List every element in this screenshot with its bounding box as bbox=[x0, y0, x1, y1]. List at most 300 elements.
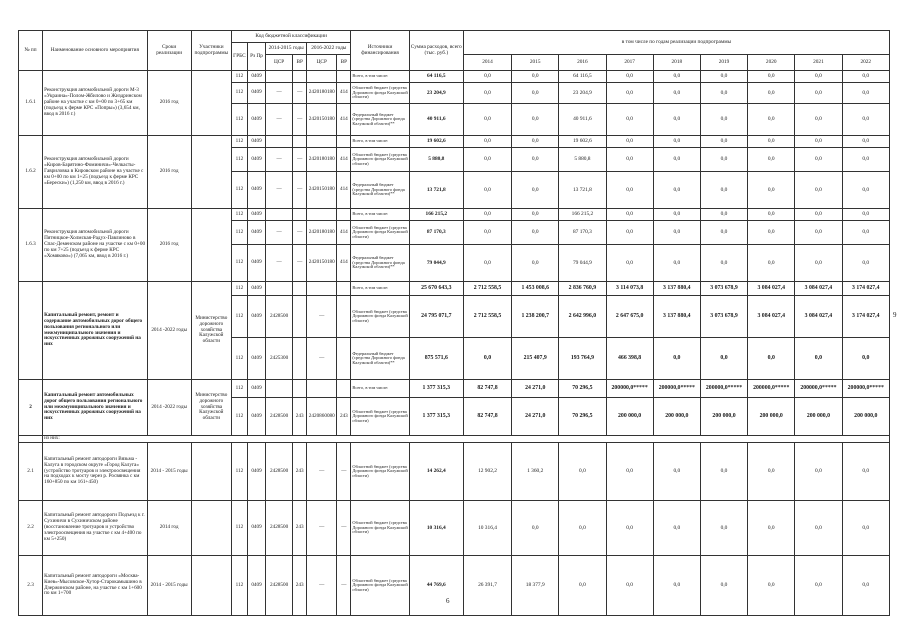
year-value: 0,0 bbox=[700, 71, 747, 83]
header-year: 2016 bbox=[559, 55, 606, 71]
year-value: 3 174 027,4 bbox=[842, 296, 889, 338]
year-value: 0,0 bbox=[748, 172, 795, 209]
year-value: 0,0 bbox=[748, 209, 795, 221]
year-value: 0,0 bbox=[842, 221, 889, 245]
csr-2016-2022: 2420150180 bbox=[307, 172, 337, 209]
total-sum: 25 670 643,3 bbox=[409, 282, 463, 296]
year-value: 0,0 bbox=[463, 104, 511, 136]
csr-2016-2022 bbox=[307, 209, 337, 221]
year-value: 0,0 bbox=[795, 136, 842, 148]
participants bbox=[191, 209, 231, 282]
year-value: 0,0 bbox=[512, 221, 559, 245]
header-vr: ВР bbox=[337, 55, 351, 71]
year-value: 87 170,3 bbox=[559, 221, 606, 245]
table-row bbox=[19, 209, 890, 221]
total-sum: 40 911,6 bbox=[409, 104, 463, 136]
csr-2016-2022: — bbox=[307, 338, 337, 380]
csr-2014-2015: 2428500 bbox=[266, 443, 293, 501]
grbs-code: 112 bbox=[231, 172, 247, 209]
total-sum: 24 795 071,7 bbox=[409, 296, 463, 338]
incl-label: из них: bbox=[43, 436, 890, 443]
year-value: 0,0 bbox=[512, 148, 559, 172]
year-value: 1 360,2 bbox=[512, 443, 559, 501]
header-2016-2022: 2016-2022 годы bbox=[307, 43, 351, 55]
year-value: 3 084 027,4 bbox=[748, 296, 795, 338]
year-value: 0,0 bbox=[463, 338, 511, 380]
year-value: 3 114 073,8 bbox=[606, 282, 653, 296]
rzpr-code: 0409 bbox=[247, 136, 265, 148]
header-num: № пп bbox=[19, 31, 43, 71]
year-value: 0,0 bbox=[748, 148, 795, 172]
total-sum: 19 602,6 bbox=[409, 136, 463, 148]
year-value: 3 084 027,4 bbox=[748, 282, 795, 296]
year-value: 200000,0***** bbox=[700, 380, 747, 398]
vr-2016-2022 bbox=[337, 209, 351, 221]
csr-2014-2015 bbox=[266, 282, 293, 296]
vr-2016-2022: 414 bbox=[337, 83, 351, 104]
year-value: 3 137 880,4 bbox=[653, 282, 700, 296]
total-sum: 10 316,4 bbox=[409, 501, 463, 556]
funding-source: Всего, в том числе: bbox=[351, 71, 409, 83]
row-number: 2 bbox=[19, 380, 43, 436]
table-row bbox=[19, 436, 890, 443]
csr-2014-2015: — bbox=[266, 221, 293, 245]
year-value: 215 407,9 bbox=[512, 338, 559, 380]
grbs-code: 112 bbox=[231, 83, 247, 104]
grbs-code: 112 bbox=[231, 245, 247, 282]
realization-term: 2014 -2022 годы bbox=[147, 282, 191, 380]
year-value: 2 836 760,9 bbox=[559, 282, 606, 296]
year-value: 24 271,0 bbox=[512, 380, 559, 398]
vr-2014-2015: 243 bbox=[293, 556, 307, 616]
vr-2016-2022 bbox=[337, 136, 351, 148]
year-value: 1 453 008,6 bbox=[512, 282, 559, 296]
rzpr-code: 0409 bbox=[247, 282, 265, 296]
year-value: 0,0 bbox=[700, 245, 747, 282]
csr-2016-2022 bbox=[307, 282, 337, 296]
realization-term: 2014 -2022 годы bbox=[147, 380, 191, 436]
year-value: 0,0 bbox=[653, 443, 700, 501]
year-value: 0,0 bbox=[606, 71, 653, 83]
rzpr-code: 0409 bbox=[247, 296, 265, 338]
vr-2016-2022: 243 bbox=[337, 398, 351, 436]
measure-name: Капитальный ремонт, ремонт и содержание автомобильных дорог общего пользования регионального или межмуниципального значения и искусственных дорожных сооружений на них bbox=[43, 282, 147, 380]
csr-2016-2022 bbox=[307, 380, 337, 398]
header-csr: ЦСР bbox=[307, 55, 337, 71]
header-year: 2017 bbox=[606, 55, 653, 71]
table-row bbox=[19, 556, 890, 616]
year-value: 0,0 bbox=[795, 83, 842, 104]
row-number: 2.3 bbox=[19, 556, 43, 616]
vr-2014-2015 bbox=[293, 338, 307, 380]
year-value: 2 712 558,5 bbox=[463, 296, 511, 338]
vr-2014-2015 bbox=[293, 282, 307, 296]
funding-source: Областной бюджет (средства Дорожного фонда Калужской области) bbox=[351, 296, 409, 338]
year-value: 82 747,8 bbox=[463, 398, 511, 436]
participants bbox=[191, 136, 231, 209]
header-grbs: ГРБС bbox=[231, 43, 247, 71]
year-value: 40 911,6 bbox=[559, 104, 606, 136]
year-value: 64 116,5 bbox=[559, 71, 606, 83]
year-value: 0,0 bbox=[795, 443, 842, 501]
year-value: 466 398,8 bbox=[606, 338, 653, 380]
rzpr-code: 0409 bbox=[247, 443, 265, 501]
year-value: 70 296,5 bbox=[559, 380, 606, 398]
year-value: 0,0 bbox=[606, 83, 653, 104]
rzpr-code: 0409 bbox=[247, 209, 265, 221]
year-value: 0,0 bbox=[606, 104, 653, 136]
year-value: 0,0 bbox=[748, 556, 795, 616]
csr-2014-2015: — bbox=[266, 245, 293, 282]
funding-source: Областной бюджет (средства Дорожного фонда Калужской области) bbox=[351, 556, 409, 616]
year-value: 200 000,0 bbox=[748, 398, 795, 436]
vr-2016-2022: 414 bbox=[337, 104, 351, 136]
funding-source: Федеральный бюджет (средства Дорожного фонда Калужской области)** bbox=[351, 245, 409, 282]
year-value: 26 391,7 bbox=[463, 556, 511, 616]
table-row bbox=[19, 71, 890, 83]
header-year: 2020 bbox=[748, 55, 795, 71]
year-value: 3 073 678,9 bbox=[700, 282, 747, 296]
year-value: 0,0 bbox=[700, 556, 747, 616]
vr-2016-2022: — bbox=[337, 443, 351, 501]
vr-2014-2015: — bbox=[293, 104, 307, 136]
rzpr-code: 0409 bbox=[247, 221, 265, 245]
year-value: 0,0 bbox=[795, 245, 842, 282]
year-value: 0,0 bbox=[512, 245, 559, 282]
header-row bbox=[19, 31, 890, 43]
vr-2014-2015: — bbox=[293, 148, 307, 172]
year-value: 0,0 bbox=[842, 556, 889, 616]
table-row bbox=[19, 282, 890, 296]
header-year: 2021 bbox=[795, 55, 842, 71]
participants bbox=[191, 556, 231, 616]
year-value: 0,0 bbox=[748, 443, 795, 501]
header-year: 2014 bbox=[463, 55, 511, 71]
vr-2016-2022: 414 bbox=[337, 221, 351, 245]
measure-name: Капитальный ремонт автомобильных дорог общего пользования регионального или межмуниципального значения и искусственных дорожных сооружений на них bbox=[43, 380, 147, 436]
rzpr-code: 0409 bbox=[247, 380, 265, 398]
row-number bbox=[19, 282, 43, 380]
grbs-code: 112 bbox=[231, 221, 247, 245]
year-value: 18 377,9 bbox=[512, 556, 559, 616]
year-value: 12 902,2 bbox=[463, 443, 511, 501]
year-value: 0,0 bbox=[463, 148, 511, 172]
year-value: 0,0 bbox=[700, 443, 747, 501]
csr-2014-2015: — bbox=[266, 172, 293, 209]
year-value: 0,0 bbox=[795, 209, 842, 221]
grbs-code: 112 bbox=[231, 148, 247, 172]
vr-2016-2022 bbox=[337, 380, 351, 398]
grbs-code: 112 bbox=[231, 443, 247, 501]
measure-name: Реконструкция автомобильной дороги Пятницкое-Холмская-Радух-Павлиново в Спас-Деменском районе на участке с км 0+00 по км 7+25 (подъезд к ферме КРС «Хомяково») (7,065 км, ввод в 2016 г.) bbox=[43, 209, 147, 282]
year-value: 0,0 bbox=[795, 501, 842, 556]
vr-2016-2022 bbox=[337, 71, 351, 83]
rzpr-code: 0409 bbox=[247, 501, 265, 556]
year-value: 0,0 bbox=[842, 148, 889, 172]
year-value: 3 137 880,4 bbox=[653, 296, 700, 338]
vr-2014-2015: — bbox=[293, 221, 307, 245]
year-value: 0,0 bbox=[463, 221, 511, 245]
measure-name: Реконструкция автомобильной дороги «Киров-Барятино-Фоминичи»-Челкасты-Гавриловка в Кировском районе на участке с км 0+00 по км 1+25 (подъезд к ферме КРС «Берески») (1,250 км, ввод в 2016 г.) bbox=[43, 136, 147, 209]
year-value: 0,0 bbox=[842, 245, 889, 282]
year-value: 1 238 200,7 bbox=[512, 296, 559, 338]
funding-source: Всего, в том числе: bbox=[351, 380, 409, 398]
csr-2016-2022 bbox=[307, 136, 337, 148]
total-sum: 5 880,8 bbox=[409, 148, 463, 172]
csr-2016-2022: — bbox=[307, 501, 337, 556]
year-value: 0,0 bbox=[700, 209, 747, 221]
csr-2014-2015: 2428500 bbox=[266, 296, 293, 338]
year-value: 166 215,2 bbox=[559, 209, 606, 221]
year-value: 10 316,4 bbox=[463, 501, 511, 556]
year-value: 0,0 bbox=[842, 136, 889, 148]
year-value: 0,0 bbox=[653, 338, 700, 380]
vr-2016-2022: 414 bbox=[337, 172, 351, 209]
header-participants: Участники подпрограммы bbox=[191, 31, 231, 71]
year-value: 200000,0***** bbox=[795, 380, 842, 398]
row-number: 1.6.1 bbox=[19, 71, 43, 136]
csr-2014-2015: 2425300 bbox=[266, 338, 293, 380]
table-row bbox=[19, 443, 890, 501]
csr-2014-2015 bbox=[266, 209, 293, 221]
grbs-code: 112 bbox=[231, 501, 247, 556]
vr-2016-2022 bbox=[337, 282, 351, 296]
year-value: 0,0 bbox=[842, 71, 889, 83]
realization-term: 2014 - 2015 годы bbox=[147, 556, 191, 616]
csr-2016-2022: 2420860080 bbox=[307, 398, 337, 436]
funding-source: Областной бюджет (средства Дорожного фонда Калужской области) bbox=[351, 398, 409, 436]
vr-2014-2015: 243 bbox=[293, 398, 307, 436]
rzpr-code: 0409 bbox=[247, 172, 265, 209]
table-row bbox=[19, 136, 890, 148]
year-value: 0,0 bbox=[748, 104, 795, 136]
year-value: 0,0 bbox=[653, 209, 700, 221]
participants bbox=[191, 71, 231, 136]
year-value: 2 642 996,0 bbox=[559, 296, 606, 338]
year-value: 0,0 bbox=[748, 245, 795, 282]
year-value: 0,0 bbox=[653, 172, 700, 209]
year-value: 200 000,0 bbox=[606, 398, 653, 436]
year-value: 0,0 bbox=[512, 71, 559, 83]
rzpr-code: 0409 bbox=[247, 104, 265, 136]
year-value: 200000,0***** bbox=[842, 380, 889, 398]
year-value: 0,0 bbox=[748, 83, 795, 104]
csr-2016-2022: — bbox=[307, 556, 337, 616]
year-value: 0,0 bbox=[748, 136, 795, 148]
grbs-code: 112 bbox=[231, 71, 247, 83]
year-value: 0,0 bbox=[512, 501, 559, 556]
rzpr-code: 0409 bbox=[247, 556, 265, 616]
budget-table bbox=[18, 30, 890, 616]
csr-2016-2022: 2420180180 bbox=[307, 83, 337, 104]
year-value: 0,0 bbox=[748, 221, 795, 245]
year-value: 0,0 bbox=[700, 338, 747, 380]
year-value: 0,0 bbox=[463, 172, 511, 209]
vr-2014-2015 bbox=[293, 136, 307, 148]
vr-2016-2022: 414 bbox=[337, 245, 351, 282]
header-2014-2015: 2014-2015 годы bbox=[266, 43, 307, 55]
total-sum: 14 262,4 bbox=[409, 443, 463, 501]
rzpr-code: 0409 bbox=[247, 245, 265, 282]
year-value: 0,0 bbox=[795, 338, 842, 380]
header-rzpr: Рз Пр bbox=[247, 43, 265, 71]
vr-2016-2022: — bbox=[337, 556, 351, 616]
row-number: 1.6.2 bbox=[19, 136, 43, 209]
year-value: 3 073 678,9 bbox=[700, 296, 747, 338]
total-sum: 44 769,6 bbox=[409, 556, 463, 616]
year-value: 0,0 bbox=[700, 148, 747, 172]
rzpr-code: 0409 bbox=[247, 148, 265, 172]
header-sources: Источники финансирования bbox=[351, 31, 409, 71]
year-value: 0,0 bbox=[512, 104, 559, 136]
csr-2014-2015: — bbox=[266, 104, 293, 136]
year-value: 200 000,0 bbox=[700, 398, 747, 436]
budget-table-body bbox=[19, 31, 890, 616]
header-years-caption: в том числе по годам реализации подпрограммы bbox=[463, 31, 889, 55]
year-value: 200 000,0 bbox=[653, 398, 700, 436]
header-term: Сроки реализации bbox=[147, 31, 191, 71]
year-value: 0,0 bbox=[463, 245, 511, 282]
year-value: 23 204,9 bbox=[559, 83, 606, 104]
year-value: 0,0 bbox=[700, 83, 747, 104]
year-value: 200000,0***** bbox=[606, 380, 653, 398]
csr-2014-2015 bbox=[266, 71, 293, 83]
year-value: 2 647 675,0 bbox=[606, 296, 653, 338]
year-value: 0,0 bbox=[842, 443, 889, 501]
total-sum: 1 377 315,3 bbox=[409, 380, 463, 398]
table-cell bbox=[19, 436, 43, 443]
row-number: 2.1 bbox=[19, 443, 43, 501]
vr-2014-2015: — bbox=[293, 245, 307, 282]
funding-source: Всего, в том числе: bbox=[351, 136, 409, 148]
table-row bbox=[19, 501, 890, 556]
year-value: 0,0 bbox=[606, 136, 653, 148]
header-year: 2022 bbox=[842, 55, 889, 71]
realization-term: 2016 год bbox=[147, 71, 191, 136]
year-value: 0,0 bbox=[795, 71, 842, 83]
year-value: 0,0 bbox=[842, 209, 889, 221]
csr-2014-2015: 2428500 bbox=[266, 556, 293, 616]
grbs-code: 112 bbox=[231, 282, 247, 296]
year-value: 0,0 bbox=[512, 136, 559, 148]
total-sum: 1 377 315,3 bbox=[409, 398, 463, 436]
vr-2016-2022 bbox=[337, 296, 351, 338]
year-value: 0,0 bbox=[842, 172, 889, 209]
year-value: 13 721,8 bbox=[559, 172, 606, 209]
vr-2014-2015 bbox=[293, 380, 307, 398]
measure-name: Реконструкция автомобильной дороги М-3 «Украина»-Полом-Жбилово и Жиздринском районе на участке с км 0+00 по 3+65 км (подъезд к ферме КРС «Попры») (3,654 км, ввод в 2016 г.) bbox=[43, 71, 147, 136]
vr-2014-2015 bbox=[293, 209, 307, 221]
year-value: 0,0 bbox=[606, 443, 653, 501]
year-value: 79 044,9 bbox=[559, 245, 606, 282]
csr-2016-2022: — bbox=[307, 296, 337, 338]
year-value: 0,0 bbox=[653, 556, 700, 616]
year-value: 0,0 bbox=[842, 338, 889, 380]
header-year: 2018 bbox=[653, 55, 700, 71]
csr-2016-2022: — bbox=[307, 443, 337, 501]
funding-source: Областной бюджет (средства Дорожного фонда Калужской области) bbox=[351, 443, 409, 501]
year-value: 0,0 bbox=[748, 338, 795, 380]
year-value: 0,0 bbox=[463, 136, 511, 148]
year-value: 0,0 bbox=[606, 148, 653, 172]
year-value: 0,0 bbox=[653, 221, 700, 245]
csr-2016-2022: 2420180180 bbox=[307, 221, 337, 245]
row-number: 2.2 bbox=[19, 501, 43, 556]
funding-source: Областной бюджет (средства Дорожного фонда Калужской области) bbox=[351, 148, 409, 172]
year-value: 5 880,8 bbox=[559, 148, 606, 172]
year-value: 200 000,0 bbox=[795, 398, 842, 436]
rzpr-code: 0409 bbox=[247, 71, 265, 83]
total-sum: 79 044,9 bbox=[409, 245, 463, 282]
year-value: 0,0 bbox=[653, 501, 700, 556]
year-value: 70 296,5 bbox=[559, 398, 606, 436]
vr-2014-2015: — bbox=[293, 172, 307, 209]
header-csr: ЦСР bbox=[266, 55, 293, 71]
header-sum: Сумма расходов, всего (тыс. руб.) bbox=[409, 31, 463, 71]
year-value: 0,0 bbox=[795, 172, 842, 209]
year-value: 0,0 bbox=[842, 501, 889, 556]
page-number: 6 bbox=[446, 597, 450, 605]
header-year: 2019 bbox=[700, 55, 747, 71]
funding-source: Областной бюджет (средства Дорожного фонда Калужской области) bbox=[351, 83, 409, 104]
csr-2016-2022: 2420150180 bbox=[307, 104, 337, 136]
year-value: 3 084 027,4 bbox=[795, 282, 842, 296]
year-value: 0,0 bbox=[700, 104, 747, 136]
year-value: 0,0 bbox=[653, 83, 700, 104]
vr-2014-2015: — bbox=[293, 83, 307, 104]
csr-2014-2015 bbox=[266, 136, 293, 148]
grbs-code: 112 bbox=[231, 296, 247, 338]
measure-name: Капитальный ремонт автодороги «Москва-Киев»-Мысовское-Хутор-Старокамышино в Дзержинском районе, на участке с км 1+600 по км 1+700 bbox=[43, 556, 147, 616]
participants: Министерство дорожного хозяйства Калужской области bbox=[191, 282, 231, 380]
csr-2014-2015 bbox=[266, 380, 293, 398]
header-year: 2015 bbox=[512, 55, 559, 71]
total-sum: 875 571,6 bbox=[409, 338, 463, 380]
funding-source: Федеральный бюджет (средства Дорожного фонда Калужской области)** bbox=[351, 338, 409, 380]
year-value: 0,0 bbox=[795, 221, 842, 245]
csr-2014-2015: 2428500 bbox=[266, 501, 293, 556]
rzpr-code: 0409 bbox=[247, 338, 265, 380]
funding-source: Федеральный бюджет (средства Дорожного фонда Калужской области)** bbox=[351, 104, 409, 136]
margin-mark: 9 bbox=[893, 311, 897, 319]
csr-2014-2015: — bbox=[266, 83, 293, 104]
funding-source: Федеральный бюджет (средства Дорожного фонда Калужской области)** bbox=[351, 172, 409, 209]
rzpr-code: 0409 bbox=[247, 398, 265, 436]
header-name: Наименование основного мероприятия bbox=[43, 31, 147, 71]
realization-term: 2014 - 2015 годы bbox=[147, 443, 191, 501]
year-value: 0,0 bbox=[842, 83, 889, 104]
year-value: 0,0 bbox=[606, 501, 653, 556]
year-value: 2 712 558,5 bbox=[463, 282, 511, 296]
grbs-code: 112 bbox=[231, 338, 247, 380]
year-value: 0,0 bbox=[700, 501, 747, 556]
total-sum: 23 204,9 bbox=[409, 83, 463, 104]
grbs-code: 112 bbox=[231, 380, 247, 398]
csr-2016-2022 bbox=[307, 71, 337, 83]
year-value: 0,0 bbox=[653, 136, 700, 148]
year-value: 0,0 bbox=[653, 104, 700, 136]
funding-source: Областной бюджет (средства Дорожного фонда Калужской области) bbox=[351, 501, 409, 556]
total-sum: 87 170,3 bbox=[409, 221, 463, 245]
grbs-code: 112 bbox=[231, 209, 247, 221]
year-value: 0,0 bbox=[700, 136, 747, 148]
csr-2014-2015: 2428500 bbox=[266, 398, 293, 436]
grbs-code: 112 bbox=[231, 398, 247, 436]
year-value: 0,0 bbox=[606, 209, 653, 221]
measure-name: Капитальный ремонт автодороги Вязьма - Калуга в городском округе «Город Калуга» (устройство тротуаров и электроосвещения на подходах к мосту через р. Росвянка с км 160+850 по км 161+450) bbox=[43, 443, 147, 501]
participants bbox=[191, 501, 231, 556]
vr-2014-2015: 243 bbox=[293, 501, 307, 556]
